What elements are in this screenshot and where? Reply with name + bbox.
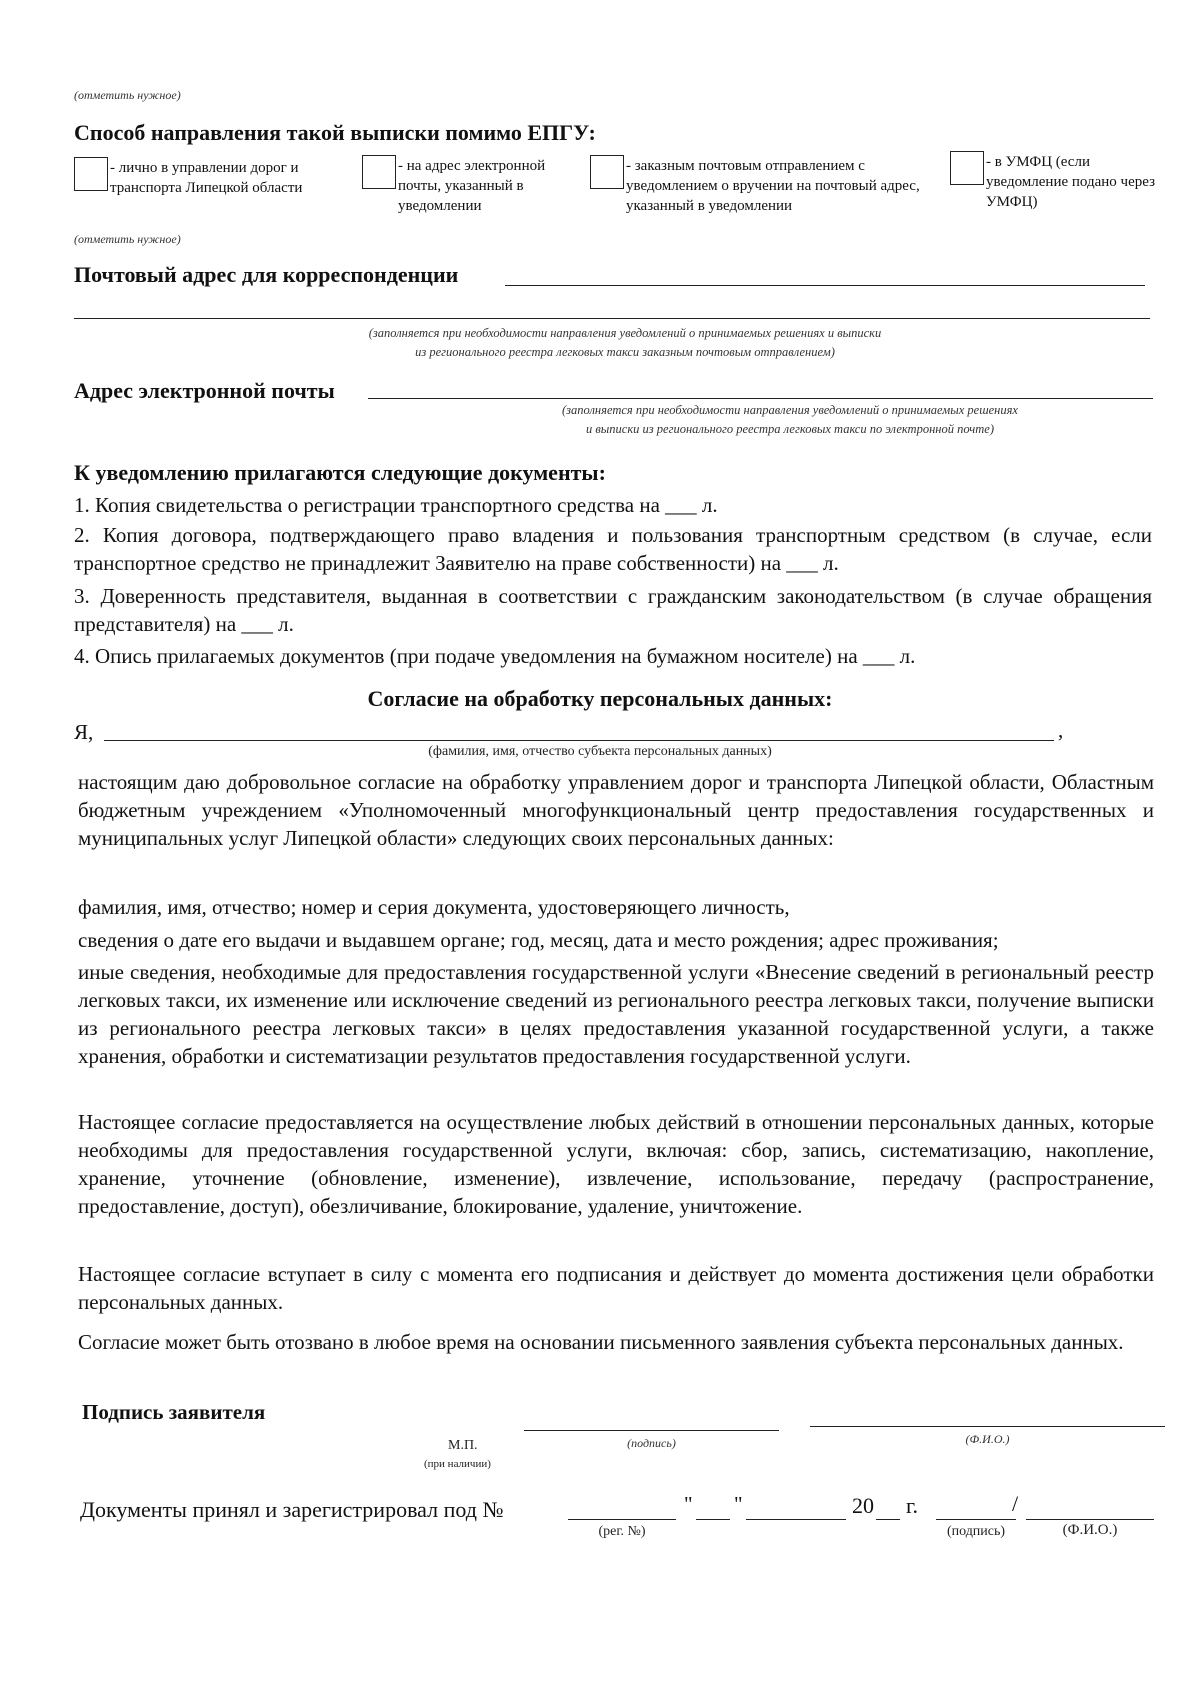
postal-address-field-line2[interactable]	[74, 318, 1150, 319]
option-label-email: - на адрес электронной почты, указанный в уведомлении	[398, 158, 546, 214]
applicant-signature-field[interactable]	[524, 1430, 779, 1431]
year-prefix: 20	[852, 1493, 874, 1518]
reg-number-field[interactable]	[568, 1519, 676, 1520]
consent-paragraph-1: настоящим даю добровольное согласие на обработку управлением дорог и транспорта Липецкой области, Областным бюджетным учреждением «Уполномоченный многофункциональный центр предоставления государственных и муниципальных услуг Липецкой области» следующих своих персональных данных:	[78, 770, 1154, 850]
day-field[interactable]	[696, 1519, 730, 1520]
consent-paragraph-6: Настоящее согласие вступает в силу с момента его подписания и действует до момента достижения цели обработки персональных данных.	[78, 1262, 1154, 1314]
postal-address-field[interactable]	[505, 285, 1145, 286]
year-field[interactable]	[876, 1519, 900, 1520]
delivery-method-heading: Способ направления такой выписки помимо ЕПГУ:	[74, 120, 596, 145]
date-quote-close: "	[734, 1492, 743, 1516]
registrar-signature-note: (подпись)	[946, 1524, 1006, 1539]
document-item-2: 2. Копия договора, подтверждающего право владения и пользования транспортным средством (в случае, если транспортное средство не принадлежит Заявителю на праве собственности) на ___ л.	[74, 523, 1152, 575]
consent-paragraph-7: Согласие может быть отозвано в любое время на основании письменного заявления субъекта персональных данных.	[78, 1330, 1124, 1354]
signature-note: (подпись)	[627, 1436, 676, 1450]
applicant-fio-field[interactable]	[810, 1426, 1165, 1427]
month-field[interactable]	[746, 1519, 846, 1520]
document-item-4: 4. Опись прилагаемых документов (при подаче уведомления на бумажном носителе) на ___ л.	[74, 644, 916, 668]
consent-heading: Согласие на обработку персональных данных:	[367, 686, 833, 711]
consent-paragraph-3: сведения о дате его выдачи и выдавшем органе; год, месяц, дата и место рождения; адрес проживания;	[78, 928, 999, 952]
email-note-line1: (заполняется при необходимости направления уведомлений о принимаемых решениях	[562, 403, 1018, 417]
consent-paragraph-4: иные сведения, необходимые для предоставления государственной услуги «Внесение сведений в региональный реестр легковых такси, их изменение или исключение сведений из регионального реестра легковых такси, получение выписки из регионального реестра легковых такси» в целях предоставления указанной государственной услуги, а также хранения, обработки и систематизации результатов предоставления государственной услуги.	[78, 960, 1154, 1068]
registered-label: Документы принял и зарегистрировал под №	[80, 1497, 504, 1522]
consent-paragraph-2: фамилия, имя, отчество; номер и серия документа, удостоверяющего личность,	[78, 895, 790, 919]
note-mark-top: (отметить нужное)	[74, 88, 181, 102]
email-note	[430, 401, 1150, 439]
option-checkbox-registered-mail[interactable]	[590, 155, 624, 189]
option-checkbox-umfc[interactable]	[950, 151, 984, 185]
documents-heading: К уведомлению прилагаются следующие документы:	[74, 460, 606, 485]
note-mark-bottom: (отметить нужное)	[74, 232, 181, 246]
applicant-fio-note: (Ф.И.О.)	[965, 1432, 1010, 1446]
email-field[interactable]	[368, 398, 1153, 399]
year-suffix: г.	[906, 1493, 919, 1518]
option-checkbox-in-person[interactable]	[74, 157, 108, 191]
registrar-fio-field[interactable]	[1026, 1519, 1154, 1520]
consent-paragraph-5: Настоящее согласие предоставляется на осуществление любых действий в отношении персональных данных, которые необходимы для предоставления государственной услуги, включая: сбор, запись, систематизацию, накопление, хранение, уточнение (обновление, изменение), извлечение, использование, передачу (распространение, предоставление, доступ), обезличивание, блокирование, удаление, уничтожение.	[78, 1110, 1154, 1218]
ya-label: Я,	[74, 720, 94, 744]
document-item-1: 1. Копия свидетельства о регистрации транспортного средства на ___ л.	[74, 493, 718, 517]
email-label: Адрес электронной почты	[74, 378, 335, 403]
option-label-in-person: - лично в управлении дорог и транспорта Липецкой области	[110, 160, 303, 196]
slash: /	[1012, 1491, 1019, 1516]
option-checkbox-email[interactable]	[362, 155, 396, 189]
option-label-umfc: - в УМФЦ (если уведомление подано через УМФЦ)	[986, 154, 1156, 210]
postal-note	[200, 324, 1050, 362]
consent-fio-field[interactable]	[104, 740, 1054, 741]
date-quote-open: "	[684, 1492, 693, 1516]
registrar-fio-note: (Ф.И.О.)	[1062, 1522, 1118, 1538]
postal-address-label: Почтовый адрес для корреспонденции	[74, 262, 459, 287]
registrar-signature-field[interactable]	[936, 1519, 1016, 1520]
postal-note-line2: из регионального реестра легковых такси заказным почтовым отправлением)	[415, 345, 835, 359]
ya-comma: ,	[1058, 718, 1064, 742]
fio-note: (фамилия, имя, отчество субъекта персональных данных)	[428, 744, 772, 759]
option-label-registered-mail: - заказным почтовым отправлением с уведомлением о вручении на почтовый адрес, указанный в уведомлении	[626, 158, 920, 214]
stamp-label: М.П.	[448, 1438, 478, 1453]
email-note-line2: и выписки из регионального реестра легковых такси по электронной почте)	[586, 422, 994, 436]
postal-note-line1: (заполняется при необходимости направления уведомлений о принимаемых решениях и выписки	[368, 326, 882, 340]
applicant-signature-heading: Подпись заявителя	[82, 1400, 266, 1424]
reg-number-note: (рег. №)	[598, 1524, 646, 1539]
document-item-3: 3. Доверенность представителя, выданная в соответствии с гражданским законодательством (в случае обращения представителя) на ___ л.	[74, 584, 1152, 636]
stamp-note: (при наличии)	[424, 1458, 491, 1470]
